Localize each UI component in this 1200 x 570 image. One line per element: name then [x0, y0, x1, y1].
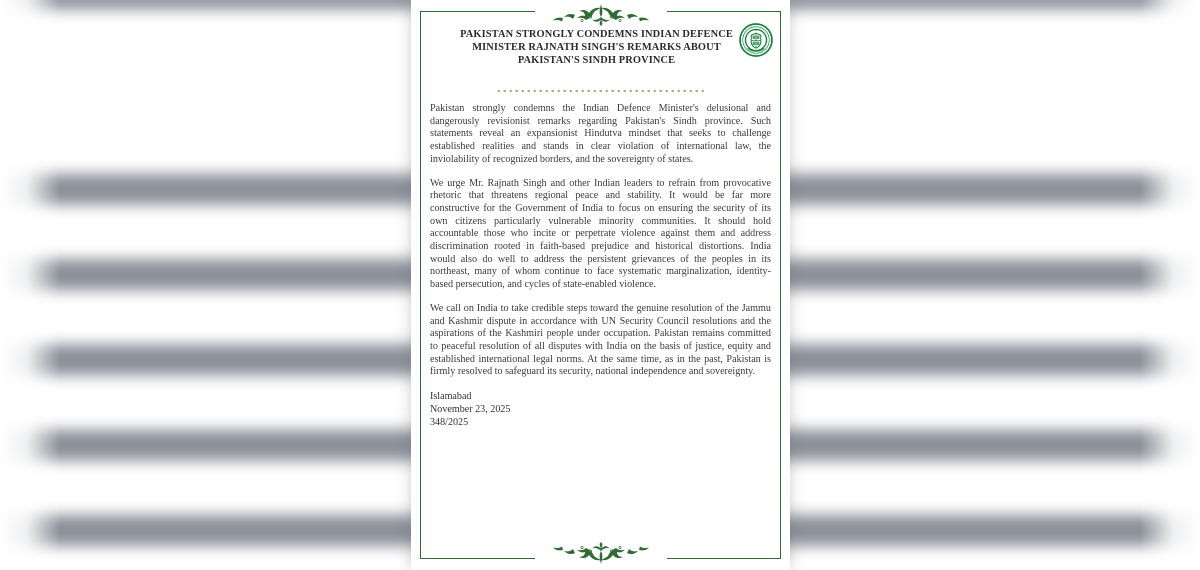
pakistan-government-emblem-icon	[739, 23, 773, 57]
document-content	[430, 22, 771, 550]
paragraph-2: We urge Mr. Rajnath Singh and other Indian leaders to refrain from provocative rhetoric that threatens regional peace and stability. It would be far more constructive for the Government of India to focus on ensuring the security of its own citizens particularly vulnerable minority communities. It should hold accountable those who incite or perpetrate violence against them and address discrimination rooted in faith-based prejudice and historical distortions. India would also do well to address the persistent grievances of the peoples in its northeast, many of whom continue to face systematic marginalization, identity-based persecution, and cycles of state-enabled violence.	[430, 177, 771, 291]
document-header	[430, 22, 771, 80]
press-release-card	[411, 0, 790, 570]
floral-ornament-top-icon	[526, 0, 676, 28]
page-title: PAKISTAN STRONGLY CONDEMNS INDIAN DEFENCE MINISTER RAJNATH SINGH'S REMARKS ABOUT PAKISTAN'S SINDH PROVINCE	[460, 29, 733, 67]
document-footer	[430, 390, 771, 430]
dotted-divider	[495, 88, 706, 94]
footer-place: Islamabad	[430, 391, 472, 403]
footer-reference: 348/2025	[430, 417, 469, 429]
paragraph-3: We call on India to take credible steps toward the genuine resolution of the Jammu and Kashmir dispute in accordance with UN Security Council resolutions and the aspirations of the Kashmiri people under occupation. Pakistan remains committed to peaceful resolution of all disputes with India on the basis of justice, equity and established international legal norms. At the same time, as in the past, Pakistan is firmly resolved to safeguard its security, national independence and sovereignty.	[430, 302, 771, 378]
paragraph-1: Pakistan strongly condemns the Indian Defence Minister's delusional and dangerously revisionist remarks regarding Pakistan's Sindh province. Such statements reveal an expansionist Hindutva mindset that seeks to challenge established realities and stands in clear violation of international law, the inviolability of recognized borders, and the sovereignty of states.	[430, 103, 771, 165]
floral-ornament-bottom-icon	[526, 540, 676, 568]
footer-date: November 23, 2025	[430, 404, 511, 416]
